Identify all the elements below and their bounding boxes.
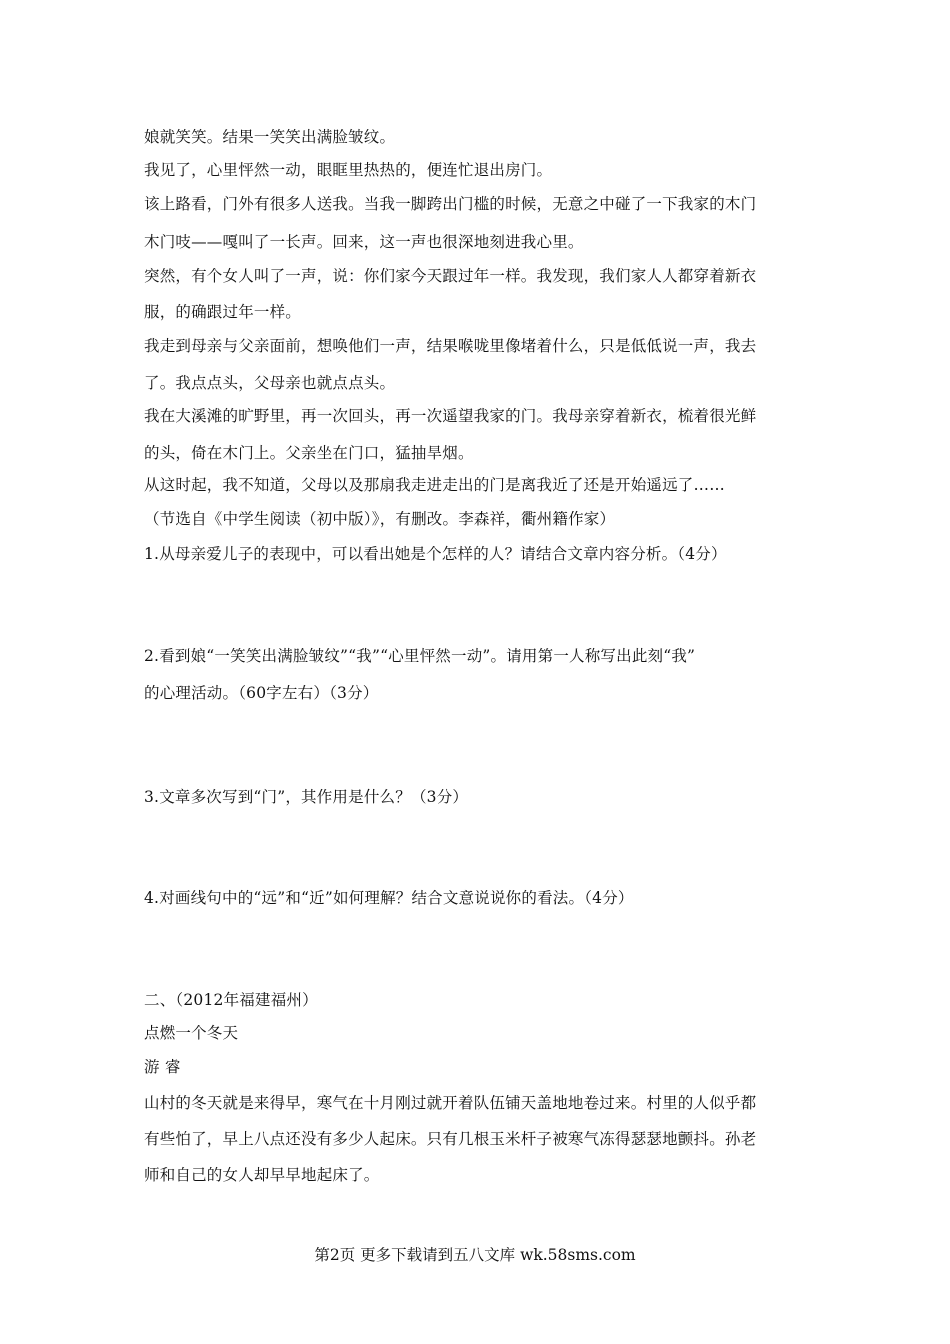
text-line: 娘就笑笑。结果一笑笑出满脸皱纹。 <box>144 128 396 146</box>
text-line: 我走到母亲与父亲面前，想唤他们一声，结果喉咙里像堵着什么，只是低低说一声，我去 <box>144 337 757 355</box>
page-footer: 第2页 更多下载请到五八文库 wk.58sms.com <box>314 1246 636 1264</box>
section-heading: 二、（2012年福建福州） <box>144 991 318 1009</box>
source-citation: （节选自《中学生阅读（初中版）》，有删改。李森祥，衢州籍作家） <box>144 510 616 528</box>
text-line: 服，的确跟过年一样。 <box>144 303 302 321</box>
question-2: 2.看到娘“一笑笑出满脸皱纹”“我”“心里怦然一动”。请用第一人称写出此刻“我” <box>144 647 696 665</box>
article-author: 游 睿 <box>144 1058 181 1076</box>
text-line: 有些怕了，早上八点还没有多少人起床。只有几根玉米杆子被寒气冻得瑟瑟地颤抖。孙老 <box>144 1130 757 1148</box>
text-line: 我在大溪滩的旷野里，再一次回头，再一次遥望我家的门。我母亲穿着新衣，梳着很光鲜 <box>144 407 757 425</box>
text-line: 我见了，心里怦然一动，眼眶里热热的，便连忙退出房门。 <box>144 161 553 179</box>
question-1: 1.从母亲爱儿子的表现中，可以看出她是个怎样的人？请结合文章内容分析。（4分） <box>144 545 727 563</box>
question-3: 3.文章多次写到“门”，其作用是什么？（3分） <box>144 788 469 806</box>
text-line: 该上路看，门外有很多人送我。当我一脚跨出门槛的时候，无意之中碰了一下我家的木门 <box>144 195 757 213</box>
text-line: 木门吱——嘎叫了一长声。回来，这一声也很深地刻进我心里。 <box>144 233 584 251</box>
question-4: 4.对画线句中的“远”和“近”如何理解？结合文意说说你的看法。（4分） <box>144 889 634 907</box>
text-line: 的头，倚在木门上。父亲坐在门口，猛抽旱烟。 <box>144 444 474 462</box>
text-line: 师和自己的女人却早早地起床了。 <box>144 1166 380 1184</box>
text-line: 从这时起，我不知道，父母以及那扇我走进走出的门是离我近了还是开始遥远了…… <box>144 476 725 494</box>
text-line: 突然，有个女人叫了一声，说：你们家今天跟过年一样。我发现，我们家人人都穿着新衣 <box>144 267 757 285</box>
article-title: 点燃一个冬天 <box>144 1024 239 1042</box>
question-2-continued: 的心理活动。（60字左右）（3分） <box>144 684 379 702</box>
text-line: 山村的冬天就是来得早，寒气在十月刚过就开着队伍铺天盖地地卷过来。村里的人似乎都 <box>144 1094 757 1112</box>
text-line: 了。我点点头，父母亲也就点点头。 <box>144 374 396 392</box>
